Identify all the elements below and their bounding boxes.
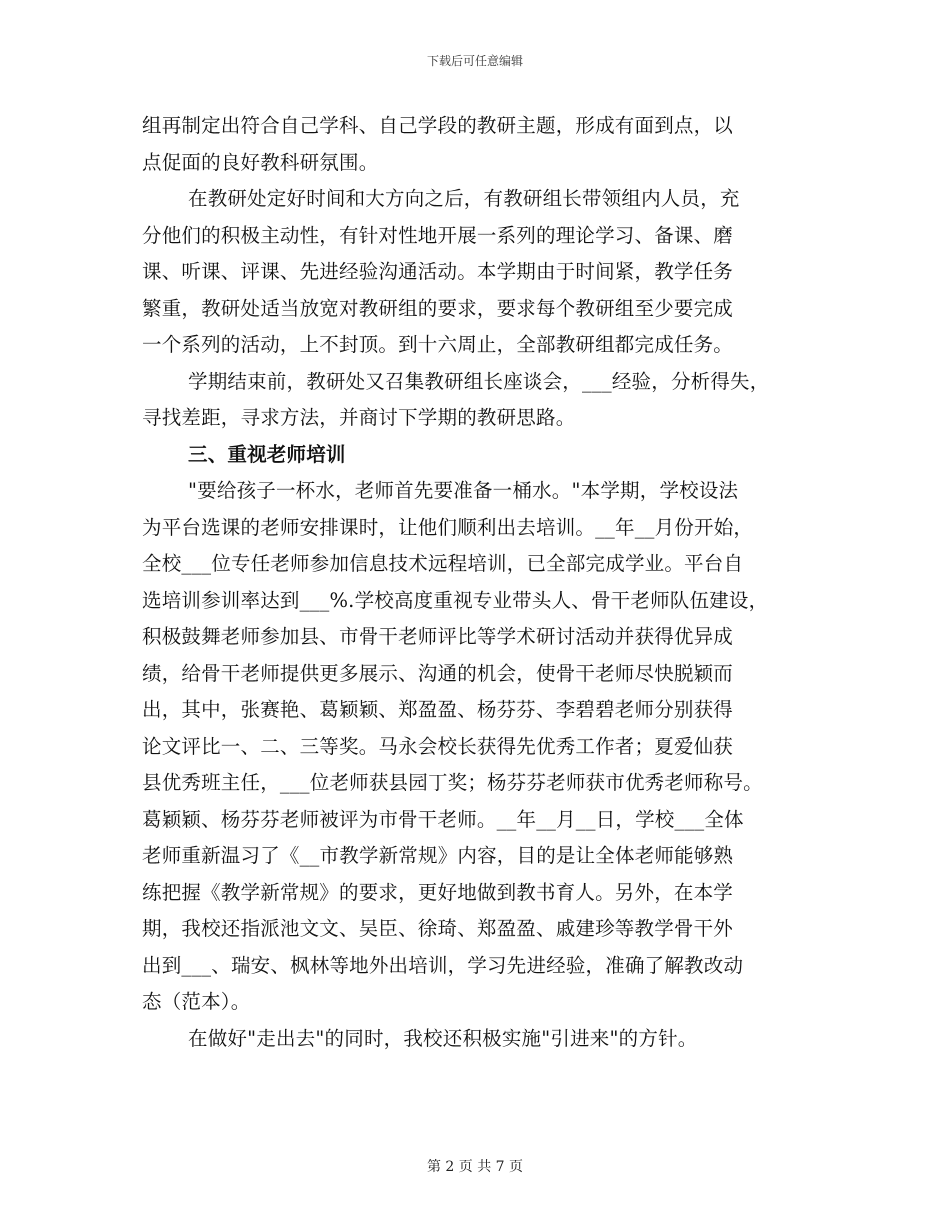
section-heading: 三、重视老师培训 bbox=[188, 442, 346, 466]
body-line: 老师重新温习了《__市教学新常规》内容，目的是让全体老师能够熟 bbox=[142, 844, 734, 867]
body-line: 态（范本）。 bbox=[142, 990, 251, 1013]
body-line: 点促面的良好教科研氛围。 bbox=[142, 150, 379, 174]
body-line: 葛颖颖、杨芬芬老师被评为市骨干老师。__年__月__日，学校___全体 bbox=[142, 807, 744, 831]
document-body bbox=[142, 108, 822, 1057]
page-number-footer: 第 2 页 共 7 页 bbox=[426, 1159, 524, 1175]
body-line: 寻找差距，寻求方法，并商讨下学期的教研思路。 bbox=[142, 406, 576, 429]
body-line: 期，我校还指派池文文、吴臣、徐琦、郑盈盈、戚建珍等教学骨干外 bbox=[142, 917, 734, 940]
body-line: 绩，给骨干老师提供更多展示、沟通的机会，使骨干老师尽快脱颖而 bbox=[142, 661, 734, 685]
body-line: 积极鼓舞老师参加县、市骨干老师评比等学术研讨活动并获得优异成 bbox=[142, 625, 734, 648]
body-line: 全校___位专任老师参加信息技术远程培训，已全部完成学业。平台自 bbox=[142, 552, 744, 575]
body-line: 为平台选课的老师安排课时，让他们顺利出去培训。__年__月份开始， bbox=[142, 515, 754, 539]
body-line: 出到___、瑞安、枫林等地外出培训，学习先进经验，准确了解教改动 bbox=[142, 953, 744, 977]
body-line: 繁重，教研处适当放宽对教研组的要求，要求每个教研组至少要完成 bbox=[142, 296, 734, 320]
paragraph-start-line: 学期结束前，教研处又召集教研组长座谈会，___经验，分析得失， bbox=[188, 369, 770, 393]
body-line: 组再制定出符合自己学科、自己学段的教研主题，形成有面到点，以 bbox=[142, 114, 734, 137]
body-line: 县优秀班主任，___位老师获县园丁奖；杨芬芬老师获市优秀老师称号。 bbox=[142, 771, 763, 794]
paragraph-start-line: 在做好"走出去"的同时，我校还积极实施"引进来"的方针。 bbox=[188, 1026, 698, 1050]
paragraph-start-line: "要给孩子一杯水，老师首先要准备一桶水。"本学期，学校设法 bbox=[188, 479, 739, 502]
body-line: 选培训参训率达到___%.学校高度重视专业带头人、骨干老师队伍建设， bbox=[142, 588, 769, 612]
page-header-note: 下载后可任意编辑 bbox=[426, 54, 523, 68]
body-line: 课、听课、评课、先进经验沟通活动。本学期由于时间紧，教学任务 bbox=[142, 260, 734, 283]
body-line: 一个系列的活动，上不封顶。到十六周止，全部教研组都完成任务。 bbox=[142, 333, 734, 356]
body-line: 练把握《教学新常规》的要求，更好地做到教书育人。另外，在本学 bbox=[142, 880, 734, 904]
paragraph-start-line: 在教研处定好时间和大方向之后，有教研组长带领组内人员，充 bbox=[188, 187, 740, 210]
body-line: 出，其中，张赛艳、葛颖颖、郑盈盈、杨芬芬、李碧碧老师分别获得 bbox=[142, 698, 734, 721]
body-line: 论文评比一、二、三等奖。马永会校长获得先优秀工作者；夏爱仙获 bbox=[142, 734, 734, 758]
body-line: 分他们的积极主动性，有针对性地开展一系列的理论学习、备课、磨 bbox=[142, 223, 734, 247]
